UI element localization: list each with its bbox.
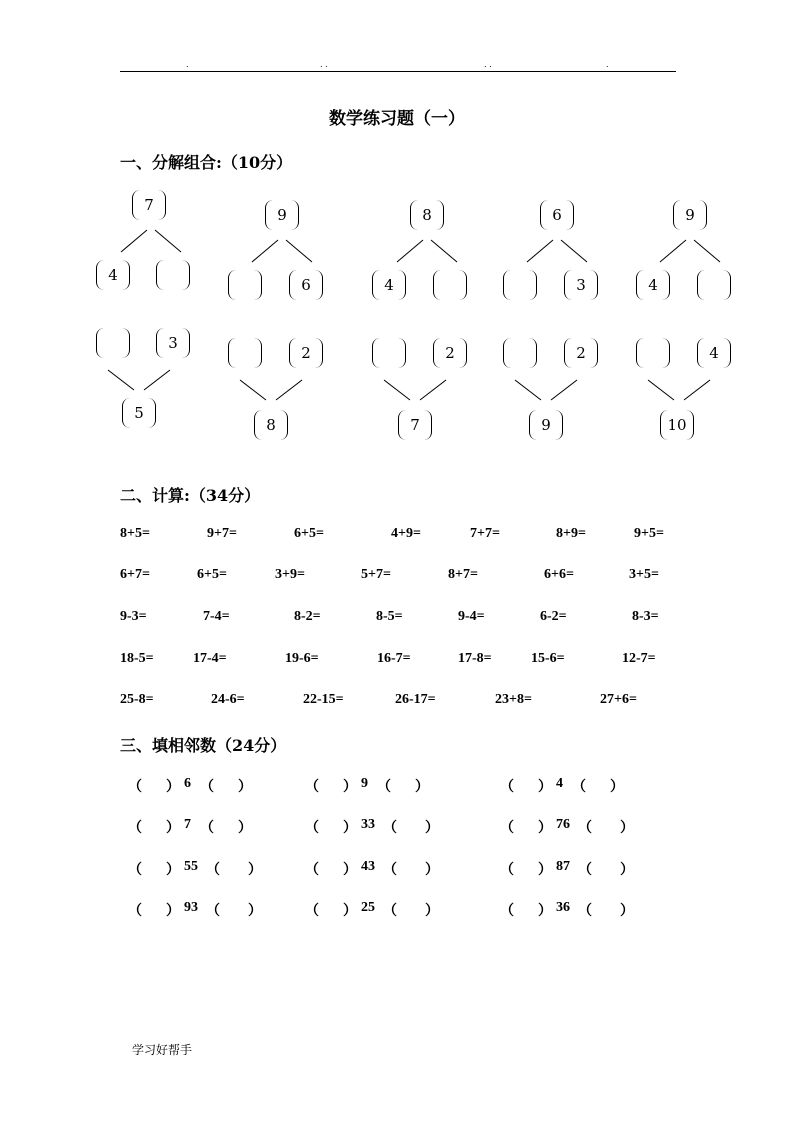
calc-problem: 3+5= xyxy=(629,567,659,582)
neighbor-paren: ） xyxy=(343,863,357,878)
split-top-value: 8 xyxy=(422,206,432,224)
split-right-value: 6 xyxy=(301,276,311,294)
combine-left-box[interactable] xyxy=(96,328,130,358)
neighbor-center-number: 87 xyxy=(556,859,570,874)
calc-problem: 19-6= xyxy=(285,651,319,666)
split-top-value: 7 xyxy=(144,196,154,214)
calc-problem: 18-5= xyxy=(120,651,154,666)
neighbor-paren: ） xyxy=(538,780,552,795)
neighbor-paren: （ xyxy=(128,821,142,836)
split-left-box[interactable] xyxy=(96,260,130,290)
calc-problem: 8+5= xyxy=(120,526,150,541)
tree-connector-lines xyxy=(0,0,794,460)
calc-problem: 7+7= xyxy=(470,526,500,541)
combine-right-value: 3 xyxy=(168,334,178,352)
header-dot: . xyxy=(606,60,609,69)
neighbor-paren: ） xyxy=(620,863,634,878)
neighbor-paren: ） xyxy=(166,863,180,878)
combine-right-box[interactable] xyxy=(697,338,731,368)
combine-bottom-box xyxy=(254,410,288,440)
split-top-value: 9 xyxy=(685,206,695,224)
combine-left-box[interactable] xyxy=(228,338,262,368)
neighbor-paren: ） xyxy=(620,821,634,836)
section-1-heading: 一、分解组合:（10分） xyxy=(120,153,293,172)
split-top-value: 9 xyxy=(277,206,287,224)
combine-lines xyxy=(108,370,710,400)
neighbor-paren: ） xyxy=(343,780,357,795)
calc-problem: 6+5= xyxy=(294,526,324,541)
calc-problem: 7-4= xyxy=(203,609,230,624)
neighbor-center-number: 9 xyxy=(361,776,368,791)
combine-bottom-value: 7 xyxy=(410,416,420,434)
neighbor-paren: ） xyxy=(538,821,552,836)
split-left-value: 4 xyxy=(384,276,394,294)
header-dot: . xyxy=(186,60,189,69)
combine-bottom-value: 5 xyxy=(134,404,144,422)
neighbor-paren: （ xyxy=(383,821,397,836)
neighbor-center-number: 43 xyxy=(361,859,375,874)
calc-problem: 8-2= xyxy=(294,609,321,624)
neighbor-answer-blank[interactable] xyxy=(142,859,164,877)
neighbor-paren: ） xyxy=(238,821,252,836)
combine-bottom-box xyxy=(122,398,156,428)
calc-problem: 9+5= xyxy=(634,526,664,541)
neighbor-answer-blank[interactable] xyxy=(222,859,246,877)
neighbor-paren: （ xyxy=(200,780,214,795)
split-top-box xyxy=(410,200,444,230)
calc-problem: 25-8= xyxy=(120,692,154,707)
neighbor-answer-blank[interactable] xyxy=(216,817,240,835)
neighbor-paren: （ xyxy=(128,863,142,878)
neighbor-paren: （ xyxy=(377,780,391,795)
split-top-box xyxy=(132,190,166,220)
neighbor-answer-blank[interactable] xyxy=(514,859,536,877)
neighbor-center-number: 25 xyxy=(361,900,375,915)
neighbor-paren: ） xyxy=(248,863,262,878)
combine-right-value: 2 xyxy=(576,344,586,362)
neighbor-paren: ） xyxy=(538,863,552,878)
neighbor-paren: （ xyxy=(578,821,592,836)
split-right-value: 3 xyxy=(576,276,586,294)
neighbor-paren: （ xyxy=(383,863,397,878)
combine-bottom-value: 9 xyxy=(541,416,551,434)
neighbor-answer-blank[interactable] xyxy=(399,859,423,877)
neighbor-answer-blank[interactable] xyxy=(514,817,536,835)
neighbor-center-number: 36 xyxy=(556,900,570,915)
calc-problem: 6+5= xyxy=(197,567,227,582)
combine-right-value: 2 xyxy=(445,344,455,362)
neighbor-paren: （ xyxy=(305,821,319,836)
neighbor-paren: （ xyxy=(206,904,220,919)
neighbor-paren: （ xyxy=(206,863,220,878)
split-left-value: 4 xyxy=(108,266,118,284)
neighbor-paren: （ xyxy=(128,904,142,919)
combine-right-box[interactable] xyxy=(289,338,323,368)
split-right-box[interactable] xyxy=(289,270,323,300)
calc-problem: 6+7= xyxy=(120,567,150,582)
neighbor-paren: ） xyxy=(343,904,357,919)
combine-right-value: 4 xyxy=(709,344,719,362)
neighbor-center-number: 7 xyxy=(184,817,191,832)
calc-problem: 8-3= xyxy=(632,609,659,624)
section-3-heading: 三、填相邻数（24分） xyxy=(120,736,287,755)
neighbor-answer-blank[interactable] xyxy=(319,817,341,835)
neighbor-answer-blank[interactable] xyxy=(142,817,164,835)
neighbor-paren: ） xyxy=(248,904,262,919)
combine-right-box[interactable] xyxy=(433,338,467,368)
calc-problem: 27+6= xyxy=(600,692,637,707)
page-title: 数学练习题（一） xyxy=(329,109,465,129)
neighbor-center-number: 33 xyxy=(361,817,375,832)
neighbor-paren: （ xyxy=(383,904,397,919)
calc-problem: 12-7= xyxy=(622,651,656,666)
split-left-box[interactable] xyxy=(228,270,262,300)
combine-left-box[interactable] xyxy=(372,338,406,368)
combine-right-box[interactable] xyxy=(564,338,598,368)
neighbor-paren: ） xyxy=(238,780,252,795)
neighbor-paren: （ xyxy=(578,863,592,878)
calc-problem: 4+9= xyxy=(391,526,421,541)
neighbor-paren: （ xyxy=(305,863,319,878)
neighbor-answer-blank[interactable] xyxy=(594,859,618,877)
neighbor-paren: （ xyxy=(128,780,142,795)
calc-problem: 5+7= xyxy=(361,567,391,582)
split-top-box xyxy=(540,200,574,230)
neighbor-paren: （ xyxy=(500,904,514,919)
split-right-box[interactable] xyxy=(433,270,467,300)
neighbor-answer-blank[interactable] xyxy=(319,900,341,918)
neighbor-center-number: 6 xyxy=(184,776,191,791)
calc-problem: 24-6= xyxy=(211,692,245,707)
neighbor-paren: ） xyxy=(415,780,429,795)
neighbor-center-number: 55 xyxy=(184,859,198,874)
calc-problem: 22-15= xyxy=(303,692,344,707)
calc-problem: 9-4= xyxy=(458,609,485,624)
neighbor-paren: ） xyxy=(166,780,180,795)
calc-problem: 23+8= xyxy=(495,692,532,707)
neighbor-answer-blank[interactable] xyxy=(594,900,618,918)
neighbor-center-number: 4 xyxy=(556,776,563,791)
split-right-box[interactable] xyxy=(156,260,190,290)
neighbor-paren: ） xyxy=(425,904,439,919)
combine-bottom-box xyxy=(398,410,432,440)
split-left-value: 4 xyxy=(648,276,658,294)
split-left-box[interactable] xyxy=(503,270,537,300)
combine-right-box[interactable] xyxy=(156,328,190,358)
neighbor-paren: ） xyxy=(343,821,357,836)
split-right-box[interactable] xyxy=(697,270,731,300)
calc-problem: 26-17= xyxy=(395,692,436,707)
split-top-box xyxy=(265,200,299,230)
neighbor-paren: ） xyxy=(620,904,634,919)
calc-problem: 16-7= xyxy=(377,651,411,666)
neighbor-answer-blank[interactable] xyxy=(514,900,536,918)
neighbor-answer-blank[interactable] xyxy=(588,776,612,794)
split-left-box[interactable] xyxy=(372,270,406,300)
combine-left-box[interactable] xyxy=(636,338,670,368)
neighbor-answer-blank[interactable] xyxy=(216,776,240,794)
section-2-heading: 二、计算:（34分） xyxy=(120,486,261,505)
combine-bottom-box xyxy=(660,410,694,440)
header-dot: . . xyxy=(320,60,328,69)
neighbor-paren: （ xyxy=(500,821,514,836)
calc-problem: 6-2= xyxy=(540,609,567,624)
combine-bottom-box xyxy=(529,410,563,440)
calc-problem: 15-6= xyxy=(531,651,565,666)
neighbor-paren: （ xyxy=(305,904,319,919)
neighbor-center-number: 93 xyxy=(184,900,198,915)
neighbor-paren: ） xyxy=(166,821,180,836)
neighbor-answer-blank[interactable] xyxy=(393,776,417,794)
neighbor-paren: （ xyxy=(200,821,214,836)
calc-problem: 17-8= xyxy=(458,651,492,666)
calc-problem: 8-5= xyxy=(376,609,403,624)
calc-problem: 17-4= xyxy=(193,651,227,666)
neighbor-paren: （ xyxy=(500,863,514,878)
neighbor-answer-blank[interactable] xyxy=(319,859,341,877)
calc-problem: 6+6= xyxy=(544,567,574,582)
neighbor-paren: ） xyxy=(538,904,552,919)
neighbor-paren: ） xyxy=(425,863,439,878)
header-dot: . . xyxy=(484,60,492,69)
neighbor-paren: ） xyxy=(166,904,180,919)
calc-problem: 9+7= xyxy=(207,526,237,541)
combine-bottom-value: 10 xyxy=(667,416,687,434)
neighbor-answer-blank[interactable] xyxy=(142,900,164,918)
neighbor-paren: ） xyxy=(425,821,439,836)
split-top-value: 6 xyxy=(552,206,562,224)
combine-bottom-value: 8 xyxy=(266,416,276,434)
neighbor-paren: （ xyxy=(500,780,514,795)
neighbor-answer-blank[interactable] xyxy=(142,776,164,794)
neighbor-answer-blank[interactable] xyxy=(399,817,423,835)
calc-problem: 8+9= xyxy=(556,526,586,541)
split-lines xyxy=(121,230,720,262)
neighbor-paren: （ xyxy=(305,780,319,795)
neighbor-paren: ） xyxy=(610,780,624,795)
combine-left-box[interactable] xyxy=(503,338,537,368)
neighbor-answer-blank[interactable] xyxy=(319,776,341,794)
footer-text: 学习好帮手 xyxy=(132,1043,193,1057)
calc-problem: 9-3= xyxy=(120,609,147,624)
neighbor-answer-blank[interactable] xyxy=(514,776,536,794)
neighbor-center-number: 76 xyxy=(556,817,570,832)
neighbor-paren: （ xyxy=(578,904,592,919)
calc-problem: 8+7= xyxy=(448,567,478,582)
combine-right-value: 2 xyxy=(301,344,311,362)
neighbor-answer-blank[interactable] xyxy=(399,900,423,918)
neighbor-answer-blank[interactable] xyxy=(594,817,618,835)
split-left-box[interactable] xyxy=(636,270,670,300)
split-right-box[interactable] xyxy=(564,270,598,300)
split-top-box xyxy=(673,200,707,230)
neighbor-paren: （ xyxy=(572,780,586,795)
neighbor-answer-blank[interactable] xyxy=(222,900,246,918)
calc-problem: 3+9= xyxy=(275,567,305,582)
